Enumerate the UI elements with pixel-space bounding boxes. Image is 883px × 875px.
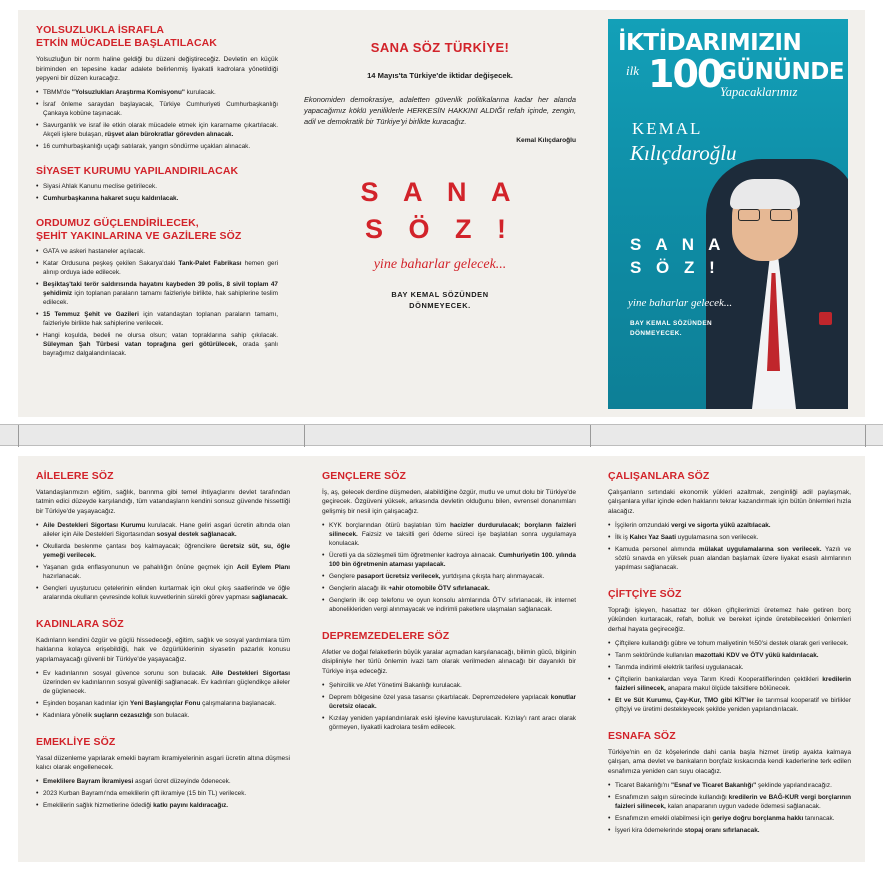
list-depremzedeler [322, 682, 576, 733]
heading-depremzedeler: DEPREMZEDELERE SÖZ [322, 629, 450, 642]
list-item: • Okullarda beslenme çantası boş kalmayacak; öğrencilere ücretsiz süt, su, öğle yemeği verilecek. [36, 543, 290, 561]
list-ciftci [608, 640, 851, 715]
list-yolsuzluk [36, 89, 278, 152]
heading-siyaset: SİYASET KURUMU YAPILANDIRILACAK [36, 165, 239, 178]
list-kadinlar [36, 670, 290, 721]
list-item: • Tarımda indirimli elektrik tarifesi uygulanacak. [608, 664, 851, 673]
list-item: • 2023 Kurban Bayramı'nda emeklilerin çift ikramiye (15 bin TL) verilecek. [36, 790, 290, 799]
figure-hair [730, 179, 800, 209]
poster-script-slogan: yine baharlar gelecek... [628, 297, 733, 309]
list-item: • Hangi koşulda, bedeli ne olursa olsun; vatan topraklarına sahip çıkılacak. Süleyman Şah Türbesi vatan toprağına geri götürülecek, orada şanlı bayrağımız dalgalandırılacak. [36, 332, 278, 359]
paragraph-esnaf: Türkiye'nin en öz köşelerinde dahi canla başla hizmet üretip ayakta kalmaya çalışan, ama devlet ve bankaların borçfaiz kıskacında kendi kaderlerine terk edilen esnafımıza yeniden can suyu olacağız. [608, 748, 851, 775]
list-item: • Eşinden boşanan kadınlar için Yeni Başlangıçlar Fonu çalışmalarına başlanacak. [36, 700, 290, 709]
flag-pin-icon [819, 312, 832, 325]
list-item: • 15 Temmuz Şehit ve Gazileri için vatandaştan toplanan paraların tamamı, faizleriyle birlikte hak sahiplerine verilecek. [36, 311, 278, 329]
paragraph-kadinlar: Kadınların kendini özgür ve güçlü hissedeceği, eğitim, sağlık ve sosyal yardımlara tüm haklarına kolayca erişebildiği, hak ve özgürlüklerinin siyasetin pazarlık konusu yapılamayacağı güvenli bir Türkiye'de yaşayacağız. [36, 636, 290, 663]
list-item: • Ücretli ya da sözleşmeli tüm öğretmenler kadroya alınacak. Cumhuriyetin 100. yılında 100 bin öğretmenin ataması yapılacak. [322, 552, 576, 570]
list-item: • Kadınlara yönelik suçların cezasızlığı son bulacak. [36, 712, 290, 721]
list-calisanlar [608, 522, 851, 573]
list-item: • Yaşanan gıda enflasyonunun ve pahalılığın önüne geçmek için Acil Eylem Planı hazırlanacak. [36, 564, 290, 582]
poster-yapacaklarimiz: Yapacaklarımız [720, 85, 798, 99]
main-title: SANA SÖZ TÜRKİYE! [370, 40, 510, 55]
top-left-column [18, 10, 290, 417]
list-item: • İlk iş Kalıcı Yaz Saati uygulamasına son verilecek. [608, 534, 851, 543]
list-item: • TBMM'de "Yolsuzlukları Araştırma Komisyonu" kurulacak. [36, 89, 278, 98]
heading-calisanlar: ÇALIŞANLARA SÖZ [608, 470, 710, 482]
list-item: • Şehircilik ve Afet Yönetimi Bakanlığı kurulacak. [322, 682, 576, 691]
top-panel [18, 10, 865, 417]
paragraph-aileler: Vatandaşlarımızın eğitim, sağlık, barınma gibi temel ihtiyaçlarını devlet tarafından tatmin edici düzeyde karşılandığı, tüm vatandaşların kendini sonsuz güvende hissettiği bir Türkiye'de yaşayacağız. [36, 489, 290, 515]
slogan-line-1: S A N A [360, 177, 520, 208]
list-item: • Beşiktaş'taki terör saldırısında hayatını kaybeden 39 polis, 8 sivil toplam 47 şehidimiz için toplanan paraların tamamı faizleriyle birlikte, hak sahiplerine teslim edilecek. [36, 281, 278, 308]
heading-aileler: AİLELERE SÖZ [36, 470, 114, 482]
bottom-column-2 [304, 470, 590, 862]
list-item: • Deprem bölgesine özel yasa tasarısı çıkartılacak. Depremzedelere yapılacak konutlar ücretsiz olacak. [322, 694, 576, 712]
heading-kadinlar: KADINLARA SÖZ [36, 617, 124, 630]
paragraph-ciftci: Toprağı işleyen, hasattaz ter döken çiftçilerimizi üretemez hale getiren borç yükünden kurtaracak, refah, bolluk ve bereket içinde üretebilecekleri önlemleri derhal hayata geçireceğiz. [608, 606, 851, 633]
list-item: • Et ve Süt Kurumu, Çay-Kur, TMO gibi KİT'ler ile tarımsal kooperatif ve birlikler çiftçiyi ve üretimi destekleyecek şekilde yeniden yapılandırılacak. [608, 697, 851, 715]
script-slogan: yine baharlar gelecek... [373, 257, 507, 273]
heading-yolsuzluk: YOLSUZLUKLA İSRAFLA ETKİN MÜCADELE BAŞLATILACAK [36, 24, 217, 50]
paragraph-gencler: İş, aş, gelecek derdine düşmeden, alabildiğine özgür, mutlu ve umut dolu bir Türkiye'de geçirecek. Özgüveni yüksek, arkasında devletin olduğunu bilen, evrensel donanımları gelişmiş bir nesil için çalışacağız. [322, 489, 576, 515]
list-gencler [322, 522, 576, 615]
heading-gencler: GENÇLERE SÖZ [322, 470, 407, 482]
closing-statement: BAY KEMAL SÖZÜNDEN DÖNMEYECEK. [391, 290, 489, 311]
list-item: • Gençleri uyuşturucu çetelerinin elinden kurtarmak için okul çıkış saatlerinde ve öğle aralarında okulların çevresinde kolluk kuvvetlerinin sürekli görev yapması sağlanacak. [36, 585, 290, 603]
list-item: • Kamuda personel alımında mülakat uygulamalarına son verilecek. Yazılı ve sözlü sınavda en yüksek puan alandan başlamak üzere liyakat esaslı alımlarının yapılması sağlanacak. [608, 546, 851, 573]
list-ordu [36, 248, 278, 359]
list-item: • GATA ve askeri hastaneler açılacak. [36, 248, 278, 257]
poster-surname: Kılıçdaroğlu [630, 141, 737, 165]
paragraph-yolsuzluk: Yolsuzluğun bir norm haline geldiği bu düzeni değiştireceğiz. Devletin en küçük biriminden en tepesine kadar adalete belirlenmiş liyakatli kadrolara yönetildiği yepyeni bir düzen kuracağız. [36, 56, 278, 82]
list-item: • Gençlerin ilk cep telefonu ve oyun konsolu alımlarında ÖTV sıfırlanacak, ilk internet abonelikleriden vergi alınmayacak ve indirimli paketlere ulaşmaları sağlanacak. [322, 597, 576, 615]
list-item: • Ticaret Bakanlığı'nı "Esnaf ve Ticaret Bakanlığı" şeklinde yapılandıracağız. [608, 782, 851, 791]
list-item: • Çiftçilere kullandığı gübre ve tohum maliyetinin %50'si destek olarak geri verilecek. [608, 640, 851, 649]
list-item: • KYK borçlarından ötürü başlatılan tüm hacizler durdurulacak; borçların faizleri silinecek. Faizsiz ve taksitli geri ödeme süreci işe başlatılan sonra uygulamaya konulacak. [322, 522, 576, 549]
campaign-poster [608, 19, 848, 409]
poster-hundred: 100 [648, 52, 722, 96]
poster-slogan: S A N A S Ö Z ! [630, 235, 726, 277]
list-item: • İşçilerin omzundaki vergi ve sigorta yükü azaltılacak. [608, 522, 851, 531]
list-emekli [36, 778, 290, 811]
poster-title: İKTİDARIMIZIN [618, 30, 802, 56]
heading-ciftci: ÇİFTÇİYE SÖZ [608, 587, 682, 600]
poster-ilk: ilk [626, 63, 639, 78]
paragraph-depremzedeler: Afetler ve doğal felaketlerin büyük yaralar açmadan karşılanacağı, bilimin gücü, bilginin disipliniyle her türlü önlemin ivazi tam olarak verilmeden alınacağı bir dayanıklı bir Türkiye inşa edeceğiz. [322, 648, 576, 675]
list-item: • Esnafımızın emekli olabilmesi için geriye doğru borçlanma hakkı tanınacak. [608, 815, 851, 824]
poster-closing: BAY KEMAL SÖZÜNDEN DÖNMEYECEK. [630, 320, 713, 337]
poster-gun: GÜNÜNDE [718, 59, 845, 85]
signature: Kemal Kılıçdaroğlu [516, 137, 576, 145]
heading-esnaf: ESNAFA SÖZ [608, 729, 676, 742]
paragraph-emekli: Yasal düzenleme yapılarak emekli bayram ikramiyelerinin asgari ücretin altına düşmesi kalıcı olarak engellenecek. [36, 754, 290, 772]
list-item: • Esnafımızın salgın sürecinde kullandığı kredilerin ve BAĞ-KUR vergi borçlarının faizleri silinecek, kalan anaparanın uygun vadede ödemesi sağlanacak. [608, 794, 851, 812]
list-esnaf [608, 782, 851, 836]
list-item: • Ev kadınlarının sosyal güvence sorunu son bulacak. Aile Destekleri Sigortası üzerinden ev kadınlarının sosyal güvenliği sağlanacak. Ev kadınları güçlendikçe aileler de güçlenecek. [36, 670, 290, 697]
glasses-icon [738, 209, 792, 221]
bottom-panel [18, 456, 865, 862]
list-item: • İşyeri kira ödemelerinde stopaj oranı sıfırlanacak. [608, 827, 851, 836]
list-item: • Savurganlık ve israf ile etkin olarak mücadele etmek için kararname çıkartılacak. Akçeli işlere bulaşan, rüşvet alan bürokratlar görevden alınacak. [36, 122, 278, 140]
list-item: • Katar Ordusuna peşkeş çekilen Sakarya'daki Tank-Palet Fabrikası hemen geri alınıp orduya iade edilecek. [36, 260, 278, 278]
list-item: • Kızılay yeniden yapılandırılarak eski işlevine kavuşturulacak. Kızılay'ı rant aracı olarak görmeyen, liyakatli kadrolara teslim edilecek. [322, 715, 576, 733]
paragraph-calisanlar: Çalışanların sırtındaki ekonomik yükleri azaltmak, zenginliği adil paylaşmak, çalışanlara yıllar içinde eden haklarını tekrar kazandırmak için bütün önlemleri hızla alacağız. [608, 489, 851, 515]
slogan-line-2: S Ö Z ! [365, 213, 515, 244]
bottom-column-1 [18, 470, 304, 862]
list-siyaset [36, 183, 278, 204]
list-item: • Gençlerin alacağı ilk +ahir otomobile ÖTV sıfırlanacak. [322, 585, 576, 594]
subtitle: 14 Mayıs'ta Türkiye'de iktidar değişecek. [367, 71, 513, 80]
list-item: • Cumhurbaşkanına hakaret suçu kaldırılacak. [36, 195, 278, 204]
list-item: • Siyasi Ahlak Kanunu meclise getirilecek. [36, 183, 278, 192]
poster-name: KEMAL [632, 119, 703, 138]
list-item: • Emeklilerin sağlık hizmetlerine ödediği katkı payını kaldıracağız. [36, 802, 290, 811]
heading-emekli: EMEKLİYE SÖZ [36, 735, 116, 748]
list-item: • Çiftçilerin bankalardan veya Tarım Kredi Kooperatiflerinden çektikleri kredilerin faizleri silinecek, anapara makul ölçüde taksitlere bölünecek. [608, 676, 851, 694]
top-middle-column [290, 10, 590, 417]
list-aileler [36, 522, 290, 603]
list-item: • Gençlere pasaport ücretsiz verilecek, yurtdışına çıkışta harç alınmayacak. [322, 573, 576, 582]
top-right-column [590, 10, 865, 417]
bottom-column-3 [590, 470, 865, 862]
intro-paragraph: Ekonomiden demokrasiye, adaletten güvenlik politikalarına kadar her alanda yapacağımız köklü yeniliklerle HERKESİN HAKKINI ALDIĞI refah içinde, zengin, adil ve demokratik bir Türkiye'yi birlikte kuracağız. [304, 95, 576, 127]
heading-ordu: ORDUMUZ GÜÇLENDİRİLECEK, ŞEHİT YAKINLARINA VE GAZİLERE SÖZ [36, 217, 242, 243]
fold-divider [0, 424, 883, 446]
list-item: • Aile Destekleri Sigortası Kurumu kurulacak. Hane geliri asgari ücretin altında olan aileler için Aile Destekleri Sigortasından sosyal destek sağlanacak. [36, 522, 290, 540]
list-item: • Tarım sektöründe kullanılan mazottaki KDV ve ÖTV yükü kaldırılacak. [608, 652, 851, 661]
list-item: • Emeklilere Bayram İkramiyesi asgari ücret düzeyinde ödenecek. [36, 778, 290, 787]
list-item: • 16 cumhurbaşkanlığı uçağı satılarak, yangın söndürme uçakları alınacak. [36, 143, 278, 152]
list-item: • İsraf önleme saraydan başlayacak, Türkiye Cumhuriyeti Cumhurbaşkanlığı Çankaya kobüne taşınacak. [36, 101, 278, 119]
